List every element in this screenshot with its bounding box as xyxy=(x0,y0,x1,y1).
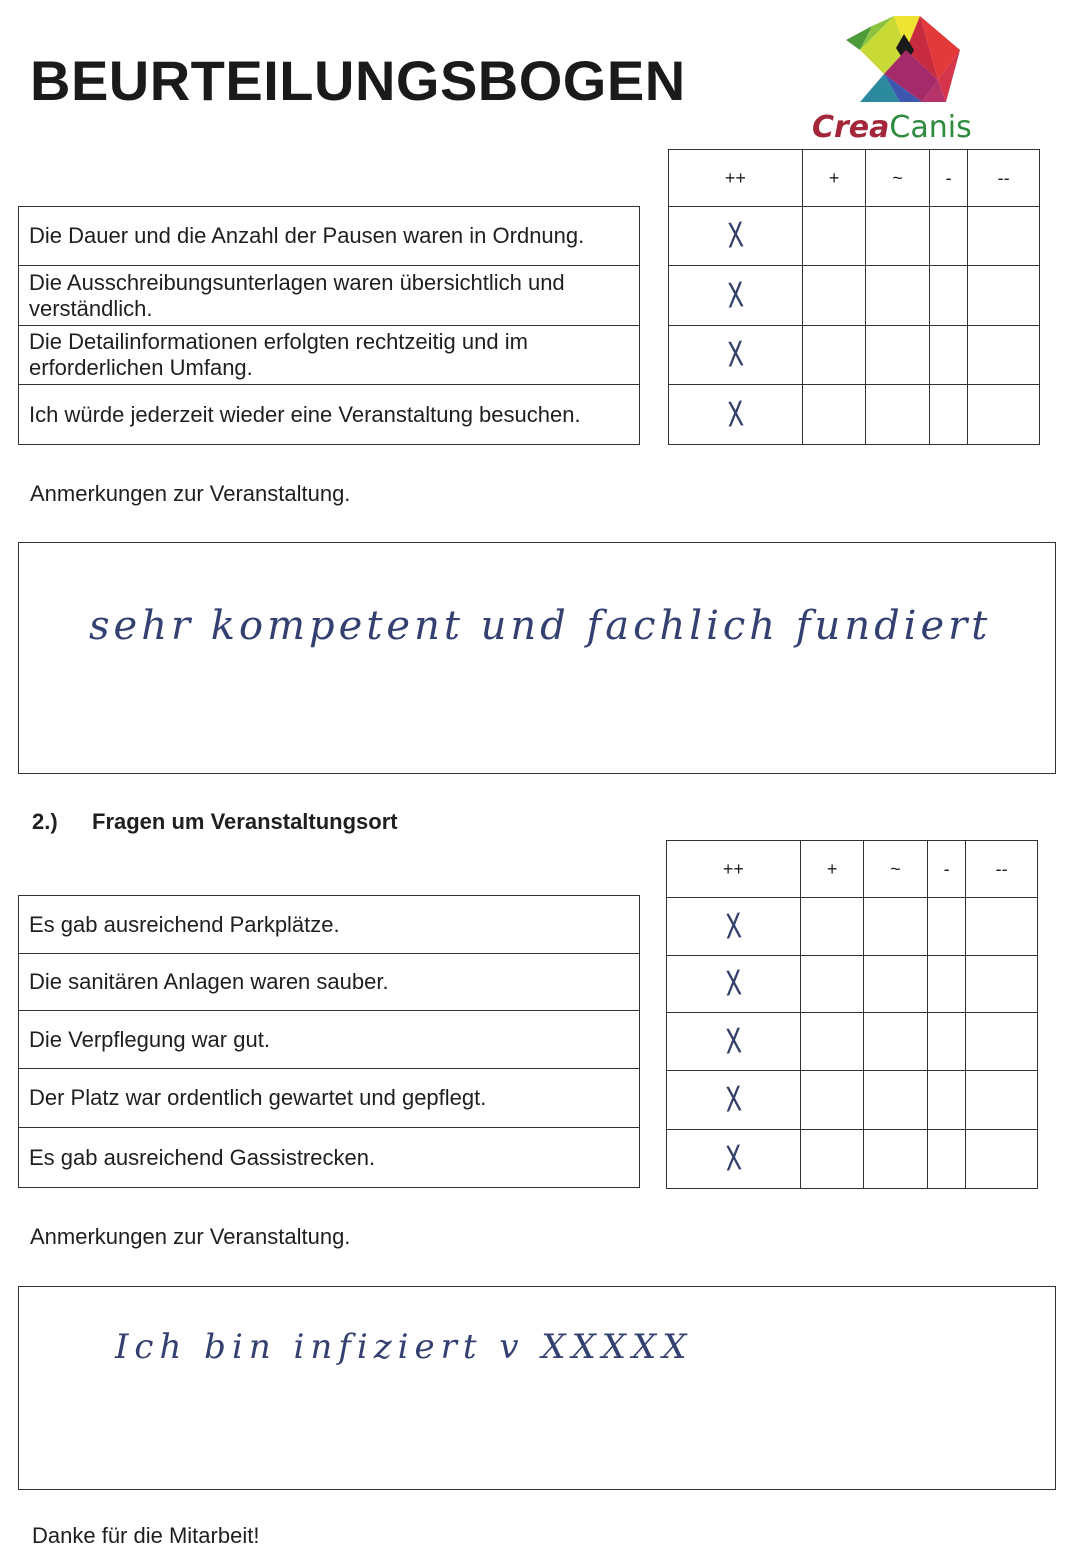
rating-cell[interactable] xyxy=(802,326,865,385)
scale-header: ++ xyxy=(667,841,801,898)
rating-cell[interactable] xyxy=(866,207,929,266)
scale-header: - xyxy=(929,150,968,207)
rating-cell[interactable] xyxy=(802,266,865,326)
question-row: Es gab ausreichend Gassistrecken. xyxy=(19,1128,640,1188)
rating-cell[interactable] xyxy=(669,266,803,326)
question-row: Die Dauer und die Anzahl der Pausen waren in Ordnung. xyxy=(19,207,640,266)
handwritten-x-mark: X xyxy=(726,393,745,436)
rating-cell[interactable] xyxy=(866,326,929,385)
remarks-box[interactable] xyxy=(18,1286,1056,1490)
handwritten-x-mark: X xyxy=(724,1020,743,1063)
rating-cell[interactable] xyxy=(968,207,1040,266)
remarks-label: Anmerkungen zur Veranstaltung. xyxy=(30,1224,351,1249)
rating-cell[interactable] xyxy=(669,207,803,266)
rating-cell[interactable] xyxy=(929,326,968,385)
rating-cell[interactable] xyxy=(929,266,968,326)
rating-cell[interactable] xyxy=(968,385,1040,445)
rating-cell[interactable] xyxy=(800,898,863,956)
scale-header: + xyxy=(802,150,865,207)
logo-wordmark: CreaCanis xyxy=(812,110,972,145)
rating-cell[interactable] xyxy=(667,1130,801,1189)
rating-cell[interactable] xyxy=(864,1071,927,1130)
rating-cell[interactable] xyxy=(800,1130,863,1189)
handwritten-remarks: sehr kompetent und fachlich fundiert xyxy=(89,603,992,649)
rating-cell[interactable] xyxy=(800,956,863,1013)
scale-header: ~ xyxy=(864,841,927,898)
rating-cell[interactable] xyxy=(927,956,966,1013)
rating-cell[interactable] xyxy=(968,266,1040,326)
question-row: Ich würde jederzeit wieder eine Veranstaltung besuchen. xyxy=(19,385,640,445)
rating-cell[interactable] xyxy=(669,385,803,445)
rating-cell[interactable] xyxy=(864,898,927,956)
scale-header: ~ xyxy=(866,150,929,207)
rating-cell[interactable] xyxy=(800,1013,863,1071)
question-row: Die sanitären Anlagen waren sauber. xyxy=(19,954,640,1011)
scale-header: ++ xyxy=(669,150,803,207)
handwritten-x-mark: X xyxy=(724,1079,743,1121)
rating-cell[interactable] xyxy=(929,385,968,445)
page-title: BEURTEILUNGSBOGEN xyxy=(30,49,686,112)
rating-cell[interactable] xyxy=(966,1130,1038,1189)
rating-cell[interactable] xyxy=(667,956,801,1013)
handwritten-remarks: Ich bin infiziert v XXXXX xyxy=(115,1327,693,1367)
rating-cell[interactable] xyxy=(866,266,929,326)
rating-cell[interactable] xyxy=(927,898,966,956)
rating-cell[interactable] xyxy=(864,1013,927,1071)
question-row: Die Detailinformationen erfolgten rechtzeitig und im erforderlichen Umfang. xyxy=(19,326,640,385)
question-row: Es gab ausreichend Parkplätze. xyxy=(19,896,640,954)
rating-cell[interactable] xyxy=(929,207,968,266)
rating-cell[interactable] xyxy=(667,898,801,956)
rating-cell[interactable] xyxy=(864,956,927,1013)
rating-cell[interactable] xyxy=(968,326,1040,385)
rating-cell[interactable] xyxy=(800,1071,863,1130)
scale-header: - xyxy=(927,841,966,898)
rating-cell[interactable] xyxy=(669,326,803,385)
scale-header: -- xyxy=(968,150,1040,207)
rating-cell[interactable] xyxy=(927,1013,966,1071)
handwritten-x-mark: X xyxy=(724,963,743,1005)
remarks-box[interactable] xyxy=(18,542,1056,774)
rating-cell[interactable] xyxy=(802,207,865,266)
rating-cell[interactable] xyxy=(966,1071,1038,1130)
question-row: Der Platz war ordentlich gewartet und gepflegt. xyxy=(19,1069,640,1128)
handwritten-x-mark: X xyxy=(726,274,745,317)
section1-rating-grid xyxy=(668,149,1040,445)
question-row: Die Ausschreibungsunterlagen waren übersichtlich und verständlich. xyxy=(19,266,640,326)
rating-cell[interactable] xyxy=(966,956,1038,1013)
rating-cell[interactable] xyxy=(667,1013,801,1071)
rating-cell[interactable] xyxy=(864,1130,927,1189)
rating-cell[interactable] xyxy=(927,1130,966,1189)
section-heading: 2.) Fragen um Veranstaltungsort xyxy=(32,809,398,834)
scale-header: + xyxy=(800,841,863,898)
section2-questions-table xyxy=(18,895,640,1188)
handwritten-x-mark: X xyxy=(726,215,745,257)
footer-thanks: Danke für die Mitarbeit! xyxy=(32,1523,260,1548)
handwritten-x-mark: X xyxy=(724,1138,743,1180)
rating-cell[interactable] xyxy=(966,1013,1038,1071)
section2-rating-grid xyxy=(666,840,1038,1189)
rating-cell[interactable] xyxy=(927,1071,966,1130)
rating-cell[interactable] xyxy=(667,1071,801,1130)
scale-header: -- xyxy=(966,841,1038,898)
rating-cell[interactable] xyxy=(802,385,865,445)
handwritten-x-mark: X xyxy=(724,905,743,948)
handwritten-x-mark: X xyxy=(726,334,745,376)
remarks-label: Anmerkungen zur Veranstaltung. xyxy=(30,481,351,506)
rating-cell[interactable] xyxy=(866,385,929,445)
section1-questions-table xyxy=(18,206,640,445)
rating-cell[interactable] xyxy=(966,898,1038,956)
question-row: Die Verpflegung war gut. xyxy=(19,1011,640,1069)
